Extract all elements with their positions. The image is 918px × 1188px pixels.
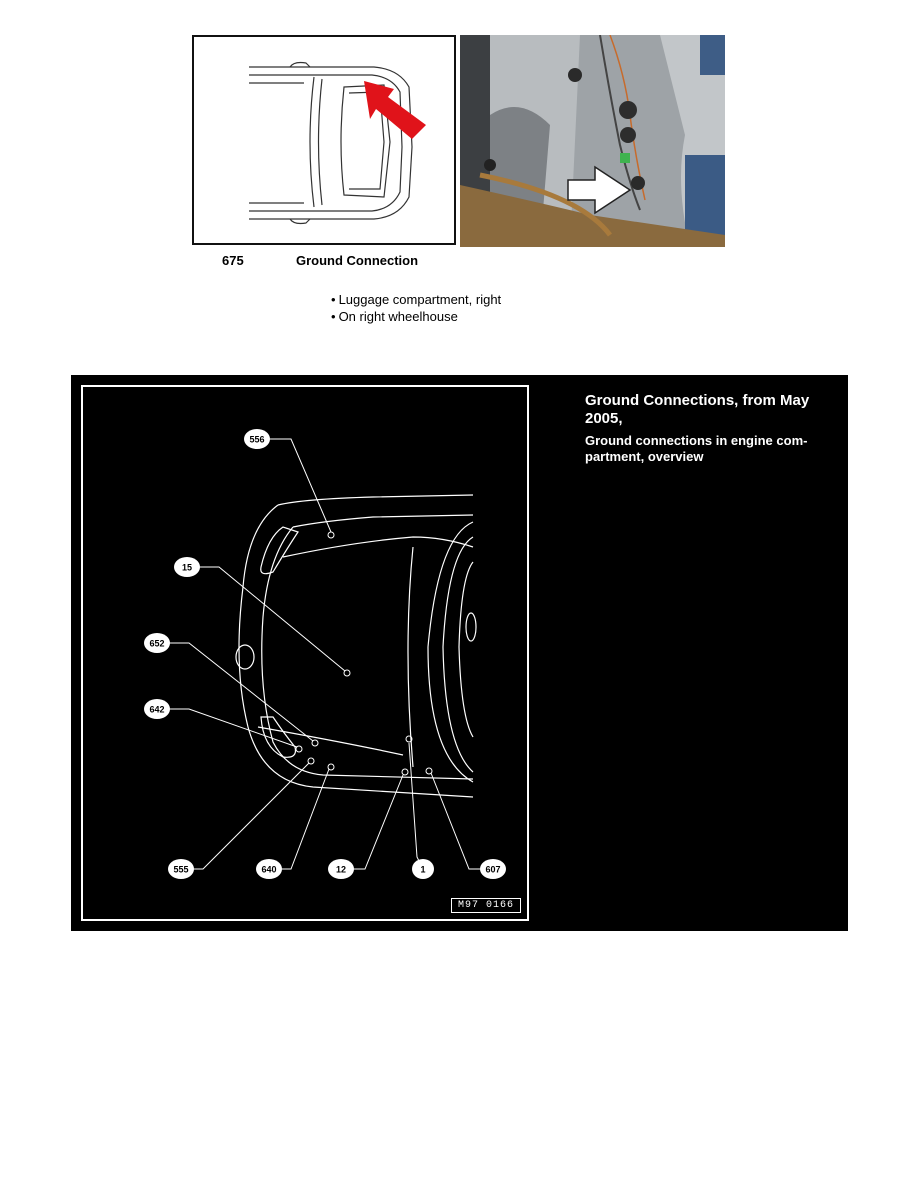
vehicle-rear-outline <box>194 37 454 243</box>
location-item: • On right wheelhouse <box>331 308 501 325</box>
engine-compartment-drawing <box>83 387 527 919</box>
component-number: 675 <box>222 253 244 268</box>
vehicle-outline-figure <box>192 35 456 245</box>
callout-640 <box>256 859 282 879</box>
callout-label: 12 <box>335 864 347 875</box>
engine-compartment-diagram <box>81 385 529 921</box>
ground-connections-panel <box>71 375 848 931</box>
wheelhouse-photo-illustration <box>460 35 725 247</box>
callout-label: 556 <box>249 434 265 445</box>
callout-555 <box>168 859 194 879</box>
callout-label: 640 <box>261 864 277 875</box>
callout-label: 652 <box>149 638 165 649</box>
section-heading: Ground Connections, from May 2005, <box>585 392 810 427</box>
callout-15 <box>174 557 200 577</box>
callout-1 <box>412 859 434 879</box>
callout-652 <box>144 633 170 653</box>
component-title: Ground Connection <box>296 253 419 268</box>
section-subheading: Ground connections in engine com-partment, overview <box>585 433 808 464</box>
callout-label: 15 <box>181 562 193 573</box>
callout-label: 1 <box>420 864 426 875</box>
location-list <box>331 291 501 325</box>
callout-642 <box>144 699 170 719</box>
callout-12 <box>328 859 354 879</box>
callout-556 <box>244 429 270 449</box>
callout-label: 607 <box>485 864 501 875</box>
wheelhouse-photo <box>460 35 725 247</box>
location-arrow <box>364 81 426 139</box>
callout-607 <box>480 859 506 879</box>
callout-label: 642 <box>149 704 165 715</box>
location-item: • Luggage compartment, right <box>331 291 501 308</box>
figure-reference-code: M97 0166 <box>451 898 521 913</box>
callout-label: 555 <box>173 864 189 875</box>
